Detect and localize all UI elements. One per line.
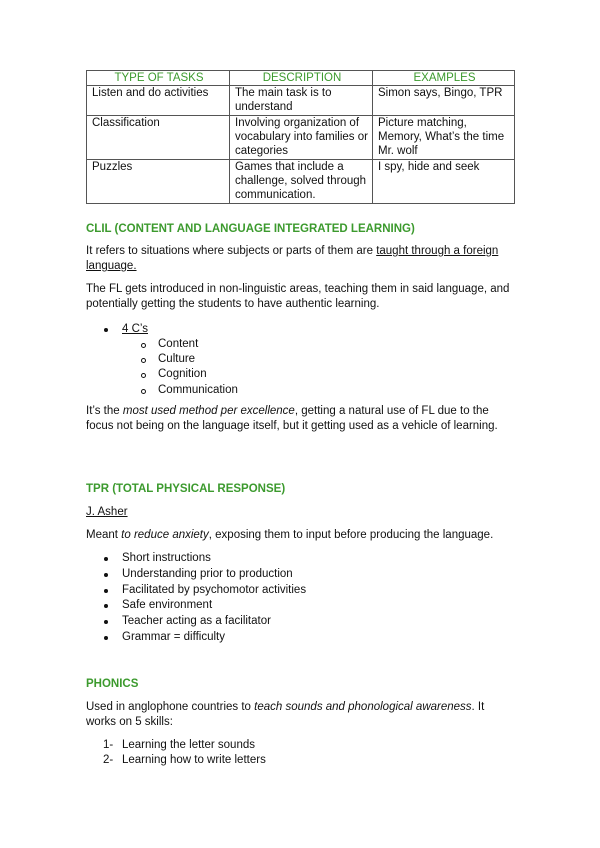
clil-paragraph-3 bbox=[86, 404, 516, 434]
phonics-skills-list bbox=[86, 738, 266, 768]
list-item-label: Learning the letter sounds bbox=[122, 739, 255, 751]
clil-paragraph-2: The FL gets introduced in non-linguistic areas, teaching them in said language, and potentially getting the students to have authentic learning. bbox=[86, 283, 510, 310]
list-item bbox=[86, 383, 238, 398]
list-item bbox=[86, 367, 238, 382]
circle-bullet-icon bbox=[141, 343, 146, 348]
list-item bbox=[86, 322, 516, 338]
clil-p3-text-rest: , getting a natural use of FL due to the focus not being on the language itself, but it getting used as a vehicle of learning. bbox=[86, 405, 498, 432]
table-cell: Puzzles bbox=[87, 160, 230, 204]
bullet-dot-icon bbox=[104, 604, 108, 608]
table-cell: Listen and do activities bbox=[87, 86, 230, 116]
table-header-cell: TYPE OF TASKS bbox=[87, 71, 230, 86]
circle-bullet-icon bbox=[141, 373, 146, 378]
table-row bbox=[87, 86, 515, 116]
tpr-p1-italic: to reduce anxiety bbox=[121, 529, 209, 541]
four-cs-sub-list bbox=[86, 337, 238, 398]
circle-bullet-icon bbox=[141, 358, 146, 363]
clil-p3-italic: most used method per excellence bbox=[122, 405, 295, 417]
list-item bbox=[86, 352, 238, 367]
sub-item-label: Culture bbox=[158, 353, 196, 366]
table-header-cell: DESCRIPTION bbox=[230, 71, 373, 86]
table-header-row bbox=[87, 71, 515, 86]
bullet-dot-icon bbox=[104, 620, 108, 624]
list-item bbox=[86, 337, 238, 352]
bullet-dot-icon bbox=[104, 573, 108, 577]
phonics-p1-text: Used in anglophone countries to bbox=[86, 701, 255, 713]
bullet-dot-icon bbox=[104, 557, 108, 561]
table-cell: Picture matching, Memory, What’s the time Mr. wolf bbox=[373, 116, 515, 160]
clil-heading: CLIL (CONTENT AND LANGUAGE INTEGRATED LEARNING) bbox=[86, 223, 415, 235]
table-cell: Simon says, Bingo, TPR bbox=[373, 86, 515, 116]
tpr-p1-text-rest: , exposing them to input before producing the language. bbox=[208, 529, 494, 541]
table-row bbox=[87, 160, 515, 204]
list-item bbox=[86, 598, 516, 614]
list-item bbox=[86, 551, 516, 567]
sub-item-label: Content bbox=[158, 338, 199, 350]
four-cs-label: 4 C’s bbox=[122, 323, 148, 335]
list-item bbox=[86, 630, 516, 646]
list-item bbox=[86, 567, 516, 583]
phonics-p1-italic: teach sounds and phonological awareness bbox=[254, 701, 472, 713]
list-item bbox=[86, 614, 516, 630]
tpr-p1-text: Meant bbox=[86, 529, 122, 541]
sub-item-label: Communication bbox=[158, 383, 238, 396]
list-item bbox=[86, 583, 516, 599]
phonics-p1-text-rest: . It works on 5 skills: bbox=[86, 701, 485, 728]
clil-paragraph-1 bbox=[86, 244, 516, 274]
bullet-dot-icon bbox=[104, 636, 108, 640]
list-item-label: Facilitated by psychomotor activities bbox=[122, 583, 307, 596]
phonics-heading: PHONICS bbox=[86, 678, 139, 690]
phonics-paragraph bbox=[86, 700, 516, 730]
list-item-label: Understanding prior to production bbox=[122, 567, 293, 580]
list-number: 2- bbox=[103, 754, 114, 766]
tpr-author: J. Asher bbox=[86, 506, 128, 518]
document-page bbox=[86, 70, 516, 766]
list-item-label: Grammar = difficulty bbox=[122, 630, 225, 643]
table-row bbox=[87, 116, 515, 160]
bullet-dot-icon bbox=[104, 589, 108, 593]
table-cell: I spy, hide and seek bbox=[373, 160, 515, 204]
table-cell: Classification bbox=[87, 116, 230, 160]
tpr-bullet-list bbox=[86, 551, 516, 646]
sub-item-label: Cognition bbox=[158, 368, 207, 381]
list-item-label: Learning how to write letters bbox=[122, 754, 266, 766]
list-number: 1- bbox=[103, 739, 114, 751]
table-header-cell: EXAMPLES bbox=[373, 71, 515, 86]
list-item bbox=[86, 738, 266, 753]
clil-p1-underlined: taught through a foreign language. bbox=[86, 245, 499, 272]
table-cell: The main task is to understand bbox=[230, 86, 373, 116]
clil-p3-text: It’s the bbox=[86, 405, 123, 417]
list-item-label: Teacher acting as a facilitator bbox=[122, 615, 271, 628]
clil-bullet-list bbox=[86, 322, 516, 338]
bullet-dot-icon bbox=[104, 328, 108, 332]
list-item-label: Safe environment bbox=[122, 599, 213, 612]
list-item-label: Short instructions bbox=[122, 552, 211, 564]
table-cell: Involving organization of vocabulary into families or categories bbox=[230, 116, 373, 160]
clil-p1-text: It refers to situations where subjects or parts of them are bbox=[86, 245, 377, 257]
tpr-paragraph bbox=[86, 528, 516, 543]
table-cell: Games that include a challenge, solved through communication. bbox=[230, 160, 373, 204]
tpr-heading: TPR (TOTAL PHYSICAL RESPONSE) bbox=[86, 483, 286, 495]
list-item bbox=[86, 753, 266, 768]
circle-bullet-icon bbox=[141, 389, 146, 394]
task-types-table bbox=[86, 70, 515, 204]
